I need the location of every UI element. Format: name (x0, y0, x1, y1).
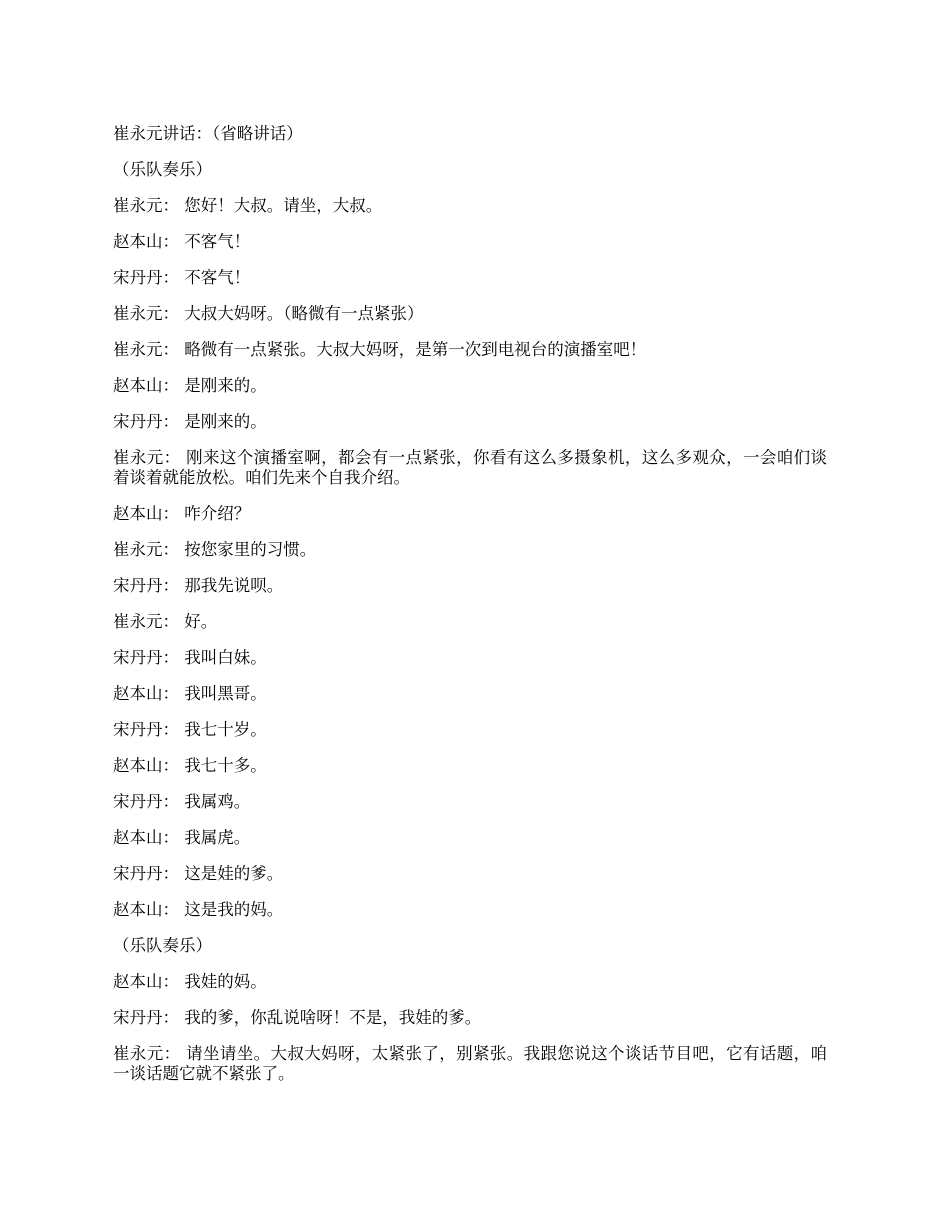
paragraph: 崔永元： 请坐请坐。大叔大妈呀，太紧张了，别紧张。我跟您说这个谈话节目吧，它有话题，咱一谈话题它就不紧张了。 (113, 1044, 827, 1083)
paragraph: 赵本山： 是刚来的。 (113, 376, 267, 395)
paragraph: 赵本山： 我七十多。 (113, 756, 267, 775)
paragraph: 宋丹丹： 我的爹，你乱说啥呀！不是，我娃的爹。 (113, 1008, 482, 1027)
paragraph: 崔永元讲话：（省略讲话） (113, 124, 303, 143)
paragraph: 宋丹丹： 我叫白妹。 (113, 648, 267, 667)
paragraph: 赵本山： 我娃的妈。 (113, 972, 267, 991)
paragraph: 宋丹丹： 这是娃的爹。 (113, 864, 284, 883)
paragraph: 赵本山： 咋介绍？ (113, 504, 251, 523)
paragraph: 宋丹丹： 是刚来的。 (113, 412, 267, 431)
paragraph: 宋丹丹： 我属鸡。 (113, 792, 251, 811)
paragraph: 崔永元： 大叔大妈呀。（略微有一点紧张） (113, 304, 424, 323)
paragraph: 宋丹丹： 那我先说呗。 (113, 576, 284, 595)
paragraph: 崔永元： 按您家里的习惯。 (113, 540, 317, 559)
paragraph: 崔永元： 刚来这个演播室啊，都会有一点紧张，你看有这么多摄象机，这么多观众，一会咱们谈着谈着就能放松。咱们先来个自我介绍。 (113, 448, 827, 487)
paragraph: 赵本山： 我叫黑哥。 (113, 684, 267, 703)
document-body (113, 124, 827, 1100)
paragraph: 赵本山： 我属虎。 (113, 828, 251, 847)
paragraph: 宋丹丹： 不客气！ (113, 268, 251, 287)
paragraph: 赵本山： 不客气！ (113, 232, 251, 251)
paragraph: 宋丹丹： 我七十岁。 (113, 720, 267, 739)
paragraph: 崔永元： 您好！大叔。请坐，大叔。 (113, 196, 383, 215)
paragraph: （乐队奏乐） (113, 160, 212, 179)
paragraph: 赵本山： 这是我的妈。 (113, 900, 284, 919)
paragraph: 崔永元： 略微有一点紧张。大叔大妈呀，是第一次到电视台的演播室吧！ (113, 340, 647, 359)
paragraph: 崔永元： 好。 (113, 612, 218, 631)
paragraph: （乐队奏乐） (113, 936, 212, 955)
